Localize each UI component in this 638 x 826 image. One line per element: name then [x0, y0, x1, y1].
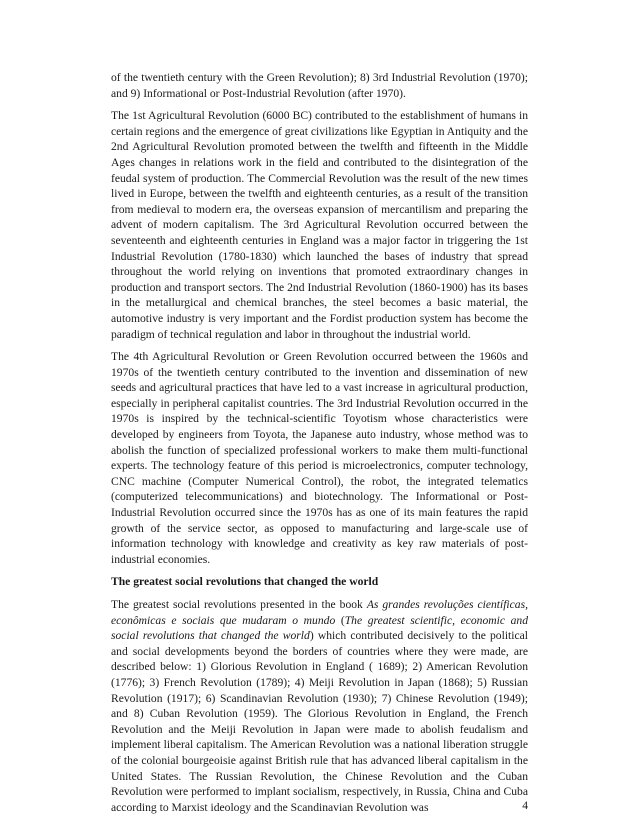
page-number: 4	[522, 799, 528, 812]
page-content	[111, 70, 528, 822]
paren-open: (	[335, 613, 345, 627]
paragraph-social-revolutions	[111, 597, 528, 815]
paragraph-intro: The greatest social revolutions presented in the book	[111, 598, 367, 611]
section-heading: The greatest social revolutions that changed the world	[111, 575, 379, 589]
paragraph-body: which contributed decisively to the political and social developments beyond the borders of countries where they were made, are described below: 1) Glorious Revolution in England ( 1689); 2) American Revolution (1776); 3) French Revolution (1789); 4) Meiji Revolution in Japan (1868); 5) Russian Revolution (1917); 6) Scandinavian Revolution (1930); 7) Chinese Revolution (1949); and 8) Cuban Revolution (1959). The Glorious Revolution in England, the French Revolution and the Meiji Revolution in Japan were made to abolish feudalism and implement liberal capitalism. The American Revolution was a national liberation struggle of the colonial bourgeoisie against British rule that has advanced liberal capitalism in the United States. The Russian Revolution, the Chinese Revolution and the Cuban Revolution were performed to implant socialism, respectively, in Russia, China and Cuba according to Marxist ideology and the Scandinavian Revolution was	[111, 629, 528, 814]
book-title-english: The greatest scientific, economic and social revolutions that changed the world	[111, 613, 529, 643]
paren-close: )	[309, 629, 314, 643]
book-title-portuguese: As grandes revoluções científicas, econômicas e sociais que mudaram o mundo	[111, 598, 528, 627]
paragraph-continuation: of the twentieth century with the Green Revolution); 8) 3rd Industrial Revolution (1970); and 9) Informational or Post-Industrial Revolution (after 1970).	[111, 71, 528, 100]
paragraph-green-revolution: The 4th Agricultural Revolution or Green Revolution occurred between the 1960s and 1970s of the twentieth century contributed to the invention and dissemination of new seeds and agricultural practices that have led to a vast increase in agricultural production, especially in peripheral capitalist countries. The 3rd Industrial Revolution occurred in the 1970s is inspired by the technical-scientific Toyotism whose characteristics were developed by engineers from Toyota, the Japanese auto industry, whose method was to abolish the function of specialized professional workers to make them multi-functional experts. The technology feature of this period is microelectronics, computer technology, CNC machine (Computer Numerical Control), the robot, the integrated telematics (computerized telecommunications) and biotechnology. The Informational or Post-Industrial Revolution occurred since the 1970s has as one of its main features the rapid growth of the service sector, as opposed to manufacturing and large-scale use of information technology with knowledge and creativity as key raw materials of post-industrial economies.	[111, 350, 528, 566]
paragraph-agricultural-revolutions: The 1st Agricultural Revolution (6000 BC) contributed to the establishment of humans in certain regions and the emergence of great civilizations like Egyptian in Antiquity and the 2nd Agricultural Revolution promoted between the twelfth and fifteenth in the Middle Ages changes in relations work in the field and contributed to the disintegration of the feudal system of production. The Commercial Revolution was the result of the new times lived in Europe, between the twelfth and eighteenth centuries, as a result of the transition from medieval to modern era, the overseas expansion of mercantilism and preparing the advent of modern capitalism. The 3rd Agricultural Revolution occurred between the seventeenth and eighteenth centuries in England was a major factor in triggering the 1st Industrial Revolution (1780-1830) which launched the bases of industry that spread throughout the world relying on inventions that promoted extraordinary changes in production and transport sectors. The 2nd Industrial Revolution (1860-1900) has its bases in the metallurgical and chemical branches, the steel becomes a basic material, the automotive industry is very important and the Fordist production system has become the paradigm of technical regulation and labor in throughout the industrial world.	[111, 109, 528, 341]
